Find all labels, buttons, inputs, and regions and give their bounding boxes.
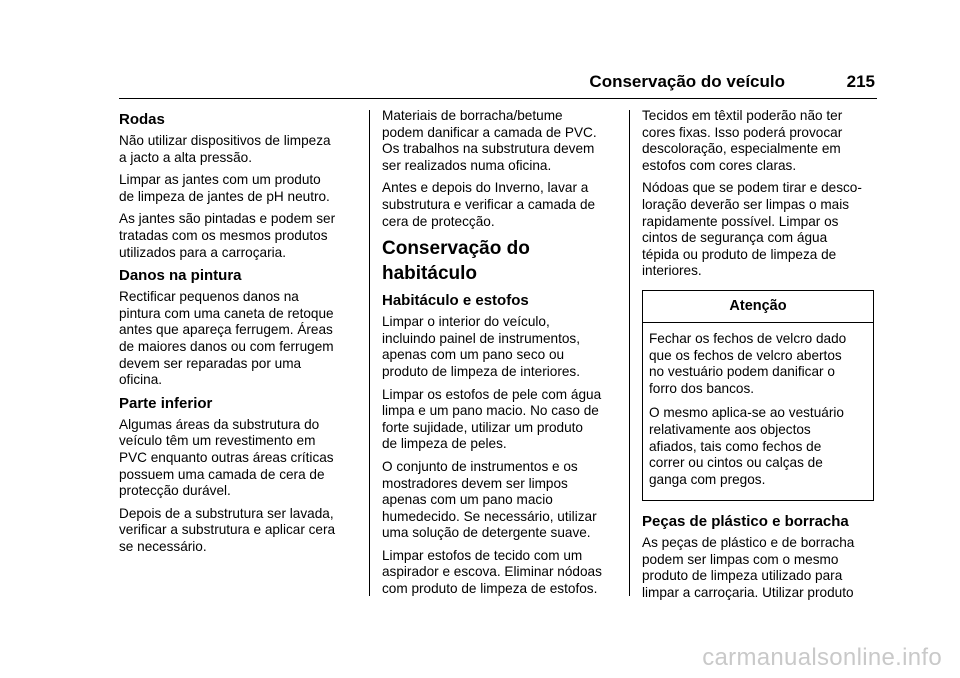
- caution-paragraph: Fechar os fechos de velcro dado que os fechos de velcro abertos no vestuário podem danificar o forro dos bancos.: [649, 330, 847, 396]
- paragraph: Nódoas que se podem tirar e desco- loração deverão ser limpas o mais rapidamente possível. Limpar os cintos de segurança com água tépida ou produto de limpeza de interiores.: [642, 180, 862, 279]
- paragraph: Algumas áreas da substrutura do veículo têm um revestimento em PVC enquanto outras áreas críticas possuem uma camada de cera de protecção durável.: [119, 416, 334, 499]
- column-divider: [629, 110, 630, 596]
- caution-paragraph: O mesmo aplica-se ao vestuário relativamente aos objectos afiados, tais como fechos de correr ou cintos ou calças de ganga com pregos.: [649, 405, 844, 487]
- paragraph: Materiais de borracha/betume podem danificar a camada de PVC. Os trabalhos na substrutura devem ser realizados numa oficina.: [382, 108, 597, 173]
- column-right: [642, 108, 880, 608]
- caution-box: [642, 290, 874, 501]
- heading-pecas-plastico: Peças de plástico e borracha: [642, 513, 849, 531]
- column-divider: [369, 110, 370, 596]
- section-title: Conservação do veículo: [589, 72, 785, 91]
- paragraph: As jantes são pintadas e podem ser tratadas com os mesmos produtos utilizados para a carroçaria.: [119, 211, 336, 260]
- paragraph: Limpar os estofos de pele com água limpa e um pano macio. No caso de forte sujidade, utilizar um produto de limpeza de peles.: [382, 386, 602, 452]
- paragraph: Limpar as jantes com um produto de limpeza de jantes de pH neutro.: [119, 172, 330, 204]
- paragraph: Limpar estofos de tecido com um aspirador e escova. Eliminar nódoas com produto de limpeza de estofos.: [382, 547, 602, 597]
- paragraph: Não utilizar dispositivos de limpeza a jacto a alta pressão.: [119, 133, 331, 165]
- paragraph: Tecidos em têxtil poderão não ter cores fixas. Isso poderá provocar descoloração, especialmente em estofos com cores claras.: [642, 108, 843, 173]
- paragraph: Depois de a substrutura ser lavada, verificar a substrutura e aplicar cera se necessário.: [119, 505, 336, 554]
- paragraph: Rectificar pequenos danos na pintura com uma caneta de retoque antes que apareça ferrugem. Áreas de maiores danos ou com ferrugem devem ser reparadas por uma oficina.: [119, 289, 334, 388]
- column-left: [119, 108, 357, 561]
- caution-title: Atenção: [643, 291, 873, 323]
- paragraph: O conjunto de instrumentos e os mostradores devem ser limpos apenas com um pano macio humedecido. Se necessário, utilizar uma solução de detergente suave.: [382, 458, 597, 541]
- heading-conservacao-habitaculo: Conservação do habitáculo: [382, 238, 530, 285]
- heading-habitaculo-estofos: Habitáculo e estofos: [382, 292, 529, 310]
- heading-parte-inferior: Parte inferior: [119, 394, 213, 412]
- page-number: 215: [846, 72, 875, 91]
- page-header: [119, 68, 877, 99]
- paragraph: As peças de plástico e de borracha podem ser limpas com o mesmo produto de limpeza utilizado para limpar a carroçaria. Utilizar produto: [642, 535, 855, 601]
- heading-danos-pintura: Danos na pintura: [119, 267, 242, 285]
- watermark: carmanualsonline.info: [702, 644, 942, 671]
- paragraph: Antes e depois do Inverno, lavar a substrutura e verificar a camada de cera de protecção.: [382, 180, 596, 229]
- caution-body: [643, 323, 873, 500]
- paragraph: Limpar o interior do veículo, incluindo painel de instrumentos, apenas com um pano seco ou produto de limpeza de interiores.: [382, 314, 580, 379]
- heading-rodas: Rodas: [119, 111, 165, 128]
- column-middle: [382, 108, 620, 604]
